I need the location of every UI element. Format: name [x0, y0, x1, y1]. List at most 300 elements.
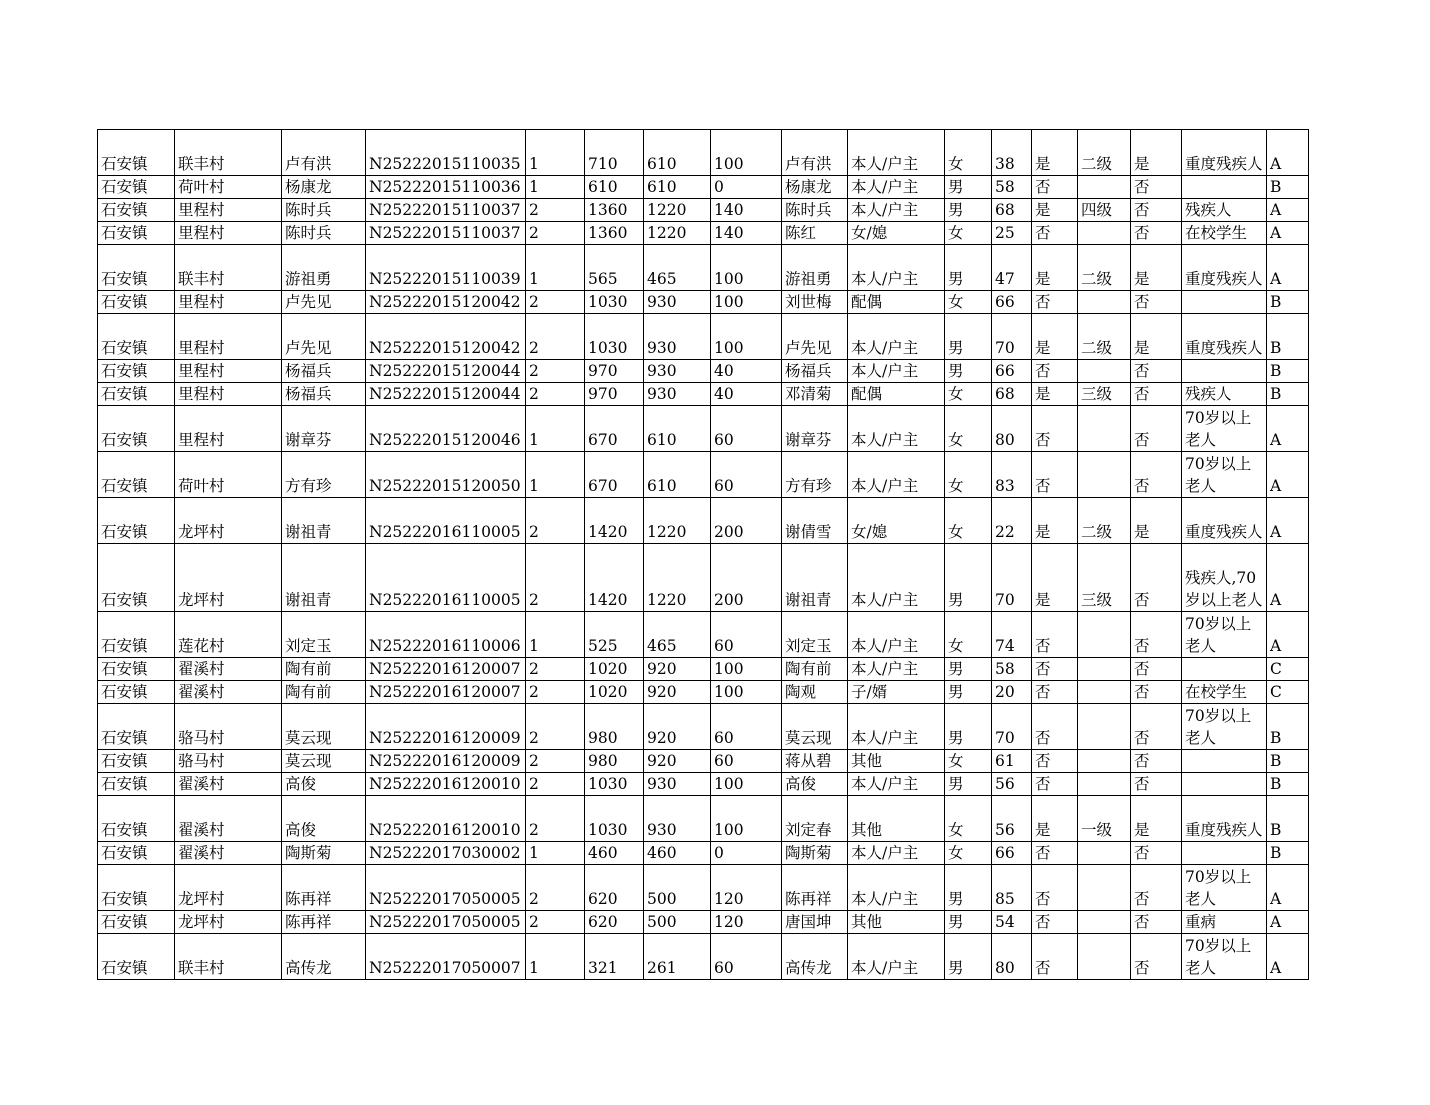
member-count-cell: 2 — [526, 544, 585, 612]
disabled-flag-cell: 是 — [1032, 544, 1078, 612]
member-name-cell: 游祖勇 — [782, 245, 848, 291]
extra-amount-cell: 60 — [711, 612, 782, 658]
gender-cell: 女 — [945, 750, 992, 773]
member-count-cell: 2 — [526, 222, 585, 245]
town-cell: 石安镇 — [98, 314, 175, 360]
town-cell: 石安镇 — [98, 360, 175, 383]
village-cell: 里程村 — [175, 199, 282, 222]
gender-cell: 女 — [945, 130, 992, 176]
relation-cell: 本人/户主 — [848, 199, 945, 222]
total-amount-cell: 1420 — [585, 498, 644, 544]
relation-cell: 其他 — [848, 796, 945, 842]
base-amount-cell: 610 — [644, 176, 711, 199]
severe-flag-cell: 否 — [1131, 658, 1182, 681]
gender-cell: 男 — [945, 544, 992, 612]
extra-amount-cell: 140 — [711, 199, 782, 222]
relation-cell: 本人/户主 — [848, 658, 945, 681]
age-cell: 70 — [992, 314, 1032, 360]
village-cell: 荷叶村 — [175, 452, 282, 498]
disability-level-cell: 三级 — [1078, 383, 1131, 406]
total-amount-cell: 460 — [585, 842, 644, 865]
town-cell: 石安镇 — [98, 222, 175, 245]
town-cell: 石安镇 — [98, 934, 175, 980]
category-cell: 重度残疾人 — [1182, 130, 1267, 176]
householder-cell: 谢章芬 — [282, 406, 366, 452]
disabled-flag-cell: 是 — [1032, 199, 1078, 222]
total-amount-cell: 610 — [585, 176, 644, 199]
table-row — [98, 658, 1309, 681]
householder-cell: 高俊 — [282, 773, 366, 796]
table-row — [98, 842, 1309, 865]
category-cell: 70岁以上老人 — [1182, 704, 1267, 750]
grade-cell: B — [1267, 704, 1309, 750]
category-cell: 残疾人,70岁以上老人 — [1182, 544, 1267, 612]
extra-amount-cell: 60 — [711, 934, 782, 980]
member-count-cell: 1 — [526, 406, 585, 452]
disability-level-cell — [1078, 750, 1131, 773]
extra-amount-cell: 100 — [711, 245, 782, 291]
member-name-cell: 高传龙 — [782, 934, 848, 980]
householder-cell: 方有珍 — [282, 452, 366, 498]
total-amount-cell: 670 — [585, 452, 644, 498]
grade-cell: B — [1267, 360, 1309, 383]
table-row — [98, 612, 1309, 658]
household-id-cell: N25222017050007 — [366, 934, 526, 980]
age-cell: 68 — [992, 383, 1032, 406]
base-amount-cell: 500 — [644, 911, 711, 934]
disabled-flag-cell: 否 — [1032, 658, 1078, 681]
village-cell: 联丰村 — [175, 245, 282, 291]
age-cell: 70 — [992, 704, 1032, 750]
disability-level-cell: 一级 — [1078, 796, 1131, 842]
household-id-cell: N25222015120042 — [366, 291, 526, 314]
category-cell: 70岁以上老人 — [1182, 612, 1267, 658]
town-cell: 石安镇 — [98, 612, 175, 658]
base-amount-cell: 465 — [644, 612, 711, 658]
relation-cell: 本人/户主 — [848, 612, 945, 658]
total-amount-cell: 710 — [585, 130, 644, 176]
table-body — [98, 130, 1309, 980]
village-cell: 联丰村 — [175, 934, 282, 980]
grade-cell: B — [1267, 176, 1309, 199]
severe-flag-cell: 否 — [1131, 544, 1182, 612]
age-cell: 85 — [992, 865, 1032, 911]
disability-level-cell — [1078, 612, 1131, 658]
householder-cell: 陈再祥 — [282, 911, 366, 934]
extra-amount-cell: 0 — [711, 176, 782, 199]
disabled-flag-cell: 是 — [1032, 245, 1078, 291]
age-cell: 20 — [992, 681, 1032, 704]
grade-cell: A — [1267, 199, 1309, 222]
town-cell: 石安镇 — [98, 498, 175, 544]
severe-flag-cell: 否 — [1131, 773, 1182, 796]
disabled-flag-cell: 否 — [1032, 360, 1078, 383]
member-name-cell: 谢章芬 — [782, 406, 848, 452]
severe-flag-cell: 否 — [1131, 199, 1182, 222]
category-cell: 在校学生 — [1182, 222, 1267, 245]
town-cell: 石安镇 — [98, 704, 175, 750]
age-cell: 38 — [992, 130, 1032, 176]
grade-cell: A — [1267, 245, 1309, 291]
household-id-cell: N25222016110006 — [366, 612, 526, 658]
gender-cell: 女 — [945, 406, 992, 452]
member-count-cell: 2 — [526, 750, 585, 773]
age-cell: 25 — [992, 222, 1032, 245]
householder-cell: 陈时兵 — [282, 222, 366, 245]
disabled-flag-cell: 否 — [1032, 176, 1078, 199]
member-name-cell: 陶有前 — [782, 658, 848, 681]
household-id-cell: N25222015120044 — [366, 383, 526, 406]
gender-cell: 男 — [945, 658, 992, 681]
gender-cell: 男 — [945, 176, 992, 199]
base-amount-cell: 930 — [644, 383, 711, 406]
extra-amount-cell: 60 — [711, 406, 782, 452]
total-amount-cell: 1030 — [585, 291, 644, 314]
total-amount-cell: 620 — [585, 865, 644, 911]
category-cell: 在校学生 — [1182, 681, 1267, 704]
severe-flag-cell: 否 — [1131, 704, 1182, 750]
disability-level-cell — [1078, 452, 1131, 498]
category-cell: 重度残疾人 — [1182, 245, 1267, 291]
grade-cell: A — [1267, 130, 1309, 176]
disability-level-cell — [1078, 658, 1131, 681]
total-amount-cell: 1360 — [585, 222, 644, 245]
member-name-cell: 陶观 — [782, 681, 848, 704]
village-cell: 翟溪村 — [175, 842, 282, 865]
extra-amount-cell: 200 — [711, 498, 782, 544]
age-cell: 80 — [992, 934, 1032, 980]
relation-cell: 本人/户主 — [848, 360, 945, 383]
extra-amount-cell: 100 — [711, 773, 782, 796]
disability-level-cell: 二级 — [1078, 314, 1131, 360]
table-row — [98, 544, 1309, 612]
disability-level-cell — [1078, 360, 1131, 383]
table-row — [98, 314, 1309, 360]
relation-cell: 本人/户主 — [848, 130, 945, 176]
total-amount-cell: 620 — [585, 911, 644, 934]
village-cell: 里程村 — [175, 360, 282, 383]
extra-amount-cell: 100 — [711, 681, 782, 704]
severe-flag-cell: 否 — [1131, 681, 1182, 704]
householder-cell: 游祖勇 — [282, 245, 366, 291]
member-name-cell: 卢有洪 — [782, 130, 848, 176]
disabled-flag-cell: 否 — [1032, 842, 1078, 865]
household-table — [97, 129, 1309, 980]
town-cell: 石安镇 — [98, 291, 175, 314]
village-cell: 联丰村 — [175, 130, 282, 176]
disabled-flag-cell: 是 — [1032, 796, 1078, 842]
household-id-cell: N25222015120044 — [366, 360, 526, 383]
base-amount-cell: 920 — [644, 658, 711, 681]
member-count-cell: 2 — [526, 199, 585, 222]
age-cell: 70 — [992, 544, 1032, 612]
severe-flag-cell: 是 — [1131, 314, 1182, 360]
household-id-cell: N25222015120050 — [366, 452, 526, 498]
disabled-flag-cell: 否 — [1032, 704, 1078, 750]
gender-cell: 男 — [945, 865, 992, 911]
village-cell: 里程村 — [175, 383, 282, 406]
member-count-cell: 2 — [526, 911, 585, 934]
age-cell: 58 — [992, 176, 1032, 199]
household-id-cell: N25222016110005 — [366, 498, 526, 544]
town-cell: 石安镇 — [98, 796, 175, 842]
extra-amount-cell: 100 — [711, 130, 782, 176]
relation-cell: 本人/户主 — [848, 314, 945, 360]
base-amount-cell: 920 — [644, 750, 711, 773]
grade-cell: B — [1267, 750, 1309, 773]
total-amount-cell: 1030 — [585, 314, 644, 360]
householder-cell: 陶有前 — [282, 658, 366, 681]
member-name-cell: 杨福兵 — [782, 360, 848, 383]
village-cell: 龙坪村 — [175, 865, 282, 911]
base-amount-cell: 610 — [644, 130, 711, 176]
age-cell: 47 — [992, 245, 1032, 291]
severe-flag-cell: 是 — [1131, 498, 1182, 544]
grade-cell: A — [1267, 911, 1309, 934]
member-count-cell: 2 — [526, 291, 585, 314]
member-name-cell: 刘定春 — [782, 796, 848, 842]
category-cell: 70岁以上老人 — [1182, 865, 1267, 911]
disability-level-cell — [1078, 911, 1131, 934]
base-amount-cell: 610 — [644, 452, 711, 498]
household-id-cell: N25222016120007 — [366, 681, 526, 704]
disability-level-cell: 二级 — [1078, 130, 1131, 176]
disabled-flag-cell: 否 — [1032, 911, 1078, 934]
disabled-flag-cell: 否 — [1032, 681, 1078, 704]
town-cell: 石安镇 — [98, 130, 175, 176]
age-cell: 68 — [992, 199, 1032, 222]
gender-cell: 男 — [945, 199, 992, 222]
householder-cell: 卢有洪 — [282, 130, 366, 176]
householder-cell: 刘定玉 — [282, 612, 366, 658]
base-amount-cell: 1220 — [644, 498, 711, 544]
extra-amount-cell: 200 — [711, 544, 782, 612]
village-cell: 龙坪村 — [175, 911, 282, 934]
total-amount-cell: 970 — [585, 360, 644, 383]
base-amount-cell: 1220 — [644, 199, 711, 222]
village-cell: 骆马村 — [175, 750, 282, 773]
table-row — [98, 360, 1309, 383]
member-name-cell: 陈再祥 — [782, 865, 848, 911]
extra-amount-cell: 60 — [711, 704, 782, 750]
severe-flag-cell: 否 — [1131, 865, 1182, 911]
householder-cell: 卢先见 — [282, 291, 366, 314]
gender-cell: 男 — [945, 773, 992, 796]
grade-cell: B — [1267, 842, 1309, 865]
village-cell: 荷叶村 — [175, 176, 282, 199]
category-cell: 70岁以上老人 — [1182, 406, 1267, 452]
disability-level-cell: 三级 — [1078, 544, 1131, 612]
table-row — [98, 796, 1309, 842]
member-count-cell: 1 — [526, 130, 585, 176]
table-row — [98, 911, 1309, 934]
householder-cell: 陶斯菊 — [282, 842, 366, 865]
member-name-cell: 卢先见 — [782, 314, 848, 360]
grade-cell: A — [1267, 406, 1309, 452]
base-amount-cell: 930 — [644, 773, 711, 796]
disability-level-cell — [1078, 773, 1131, 796]
householder-cell: 杨康龙 — [282, 176, 366, 199]
base-amount-cell: 1220 — [644, 222, 711, 245]
household-id-cell: N25222016120010 — [366, 773, 526, 796]
gender-cell: 女 — [945, 452, 992, 498]
gender-cell: 女 — [945, 222, 992, 245]
age-cell: 61 — [992, 750, 1032, 773]
disabled-flag-cell: 否 — [1032, 406, 1078, 452]
disability-level-cell — [1078, 222, 1131, 245]
category-cell: 重度残疾人 — [1182, 796, 1267, 842]
village-cell: 龙坪村 — [175, 544, 282, 612]
severe-flag-cell: 否 — [1131, 383, 1182, 406]
household-id-cell: N25222016120007 — [366, 658, 526, 681]
extra-amount-cell: 120 — [711, 865, 782, 911]
relation-cell: 子/婿 — [848, 681, 945, 704]
disability-level-cell — [1078, 704, 1131, 750]
household-id-cell: N25222015110037 — [366, 222, 526, 245]
extra-amount-cell: 100 — [711, 658, 782, 681]
age-cell: 80 — [992, 406, 1032, 452]
relation-cell: 其他 — [848, 750, 945, 773]
table-row — [98, 245, 1309, 291]
gender-cell: 男 — [945, 681, 992, 704]
extra-amount-cell: 120 — [711, 911, 782, 934]
member-name-cell: 陈时兵 — [782, 199, 848, 222]
age-cell: 74 — [992, 612, 1032, 658]
member-count-cell: 2 — [526, 658, 585, 681]
gender-cell: 女 — [945, 383, 992, 406]
base-amount-cell: 930 — [644, 796, 711, 842]
category-cell: 重病 — [1182, 911, 1267, 934]
category-cell: 70岁以上老人 — [1182, 934, 1267, 980]
town-cell: 石安镇 — [98, 452, 175, 498]
household-id-cell: N25222015110037 — [366, 199, 526, 222]
gender-cell: 男 — [945, 314, 992, 360]
grade-cell: B — [1267, 314, 1309, 360]
member-count-cell: 2 — [526, 796, 585, 842]
grade-cell: A — [1267, 544, 1309, 612]
member-name-cell: 邓清菊 — [782, 383, 848, 406]
member-name-cell: 杨康龙 — [782, 176, 848, 199]
household-id-cell: N25222016120010 — [366, 796, 526, 842]
disability-level-cell — [1078, 865, 1131, 911]
disability-level-cell — [1078, 406, 1131, 452]
disability-level-cell — [1078, 291, 1131, 314]
extra-amount-cell: 40 — [711, 383, 782, 406]
village-cell: 里程村 — [175, 222, 282, 245]
disability-level-cell: 二级 — [1078, 245, 1131, 291]
member-count-cell: 1 — [526, 842, 585, 865]
base-amount-cell: 930 — [644, 360, 711, 383]
table-row — [98, 750, 1309, 773]
category-cell: 重度残疾人 — [1182, 498, 1267, 544]
relation-cell: 本人/户主 — [848, 842, 945, 865]
member-count-cell: 1 — [526, 452, 585, 498]
extra-amount-cell: 0 — [711, 842, 782, 865]
household-id-cell: N25222015110039 — [366, 245, 526, 291]
village-cell: 翟溪村 — [175, 773, 282, 796]
member-count-cell: 2 — [526, 773, 585, 796]
disabled-flag-cell: 是 — [1032, 314, 1078, 360]
table-row — [98, 773, 1309, 796]
member-count-cell: 1 — [526, 245, 585, 291]
household-id-cell: N25222016120009 — [366, 750, 526, 773]
disabled-flag-cell: 否 — [1032, 934, 1078, 980]
disabled-flag-cell: 否 — [1032, 612, 1078, 658]
member-count-cell: 2 — [526, 360, 585, 383]
village-cell: 翟溪村 — [175, 681, 282, 704]
town-cell: 石安镇 — [98, 199, 175, 222]
town-cell: 石安镇 — [98, 658, 175, 681]
severe-flag-cell: 否 — [1131, 291, 1182, 314]
relation-cell: 本人/户主 — [848, 245, 945, 291]
member-name-cell: 方有珍 — [782, 452, 848, 498]
town-cell: 石安镇 — [98, 176, 175, 199]
town-cell: 石安镇 — [98, 383, 175, 406]
member-name-cell: 陶斯菊 — [782, 842, 848, 865]
disabled-flag-cell: 是 — [1032, 498, 1078, 544]
base-amount-cell: 261 — [644, 934, 711, 980]
member-name-cell: 唐国坤 — [782, 911, 848, 934]
village-cell: 里程村 — [175, 291, 282, 314]
relation-cell: 本人/户主 — [848, 452, 945, 498]
total-amount-cell: 980 — [585, 750, 644, 773]
village-cell: 翟溪村 — [175, 658, 282, 681]
household-id-cell: N25222017050005 — [366, 911, 526, 934]
severe-flag-cell: 否 — [1131, 176, 1182, 199]
grade-cell: A — [1267, 934, 1309, 980]
householder-cell: 杨福兵 — [282, 383, 366, 406]
member-count-cell: 1 — [526, 612, 585, 658]
severe-flag-cell: 否 — [1131, 842, 1182, 865]
age-cell: 56 — [992, 773, 1032, 796]
household-id-cell: N25222015110036 — [366, 176, 526, 199]
table-row — [98, 406, 1309, 452]
relation-cell: 本人/户主 — [848, 704, 945, 750]
member-name-cell: 高俊 — [782, 773, 848, 796]
relation-cell: 本人/户主 — [848, 406, 945, 452]
household-id-cell: N25222016110005 — [366, 544, 526, 612]
category-cell: 残疾人 — [1182, 199, 1267, 222]
household-id-cell: N25222015120046 — [366, 406, 526, 452]
disabled-flag-cell: 否 — [1032, 452, 1078, 498]
relation-cell: 本人/户主 — [848, 544, 945, 612]
grade-cell: B — [1267, 291, 1309, 314]
base-amount-cell: 460 — [644, 842, 711, 865]
householder-cell: 高俊 — [282, 796, 366, 842]
disability-level-cell: 二级 — [1078, 498, 1131, 544]
table-row — [98, 222, 1309, 245]
base-amount-cell: 500 — [644, 865, 711, 911]
village-cell: 莲花村 — [175, 612, 282, 658]
extra-amount-cell: 100 — [711, 314, 782, 360]
base-amount-cell: 930 — [644, 291, 711, 314]
household-id-cell: N25222017030002 — [366, 842, 526, 865]
member-count-cell: 2 — [526, 314, 585, 360]
relation-cell: 配偶 — [848, 383, 945, 406]
town-cell: 石安镇 — [98, 406, 175, 452]
member-count-cell: 2 — [526, 865, 585, 911]
age-cell: 66 — [992, 842, 1032, 865]
relation-cell: 本人/户主 — [848, 773, 945, 796]
age-cell: 83 — [992, 452, 1032, 498]
category-cell — [1182, 291, 1267, 314]
disabled-flag-cell: 否 — [1032, 773, 1078, 796]
extra-amount-cell: 60 — [711, 750, 782, 773]
age-cell: 66 — [992, 291, 1032, 314]
severe-flag-cell: 否 — [1131, 911, 1182, 934]
disability-level-cell — [1078, 842, 1131, 865]
total-amount-cell: 980 — [585, 704, 644, 750]
